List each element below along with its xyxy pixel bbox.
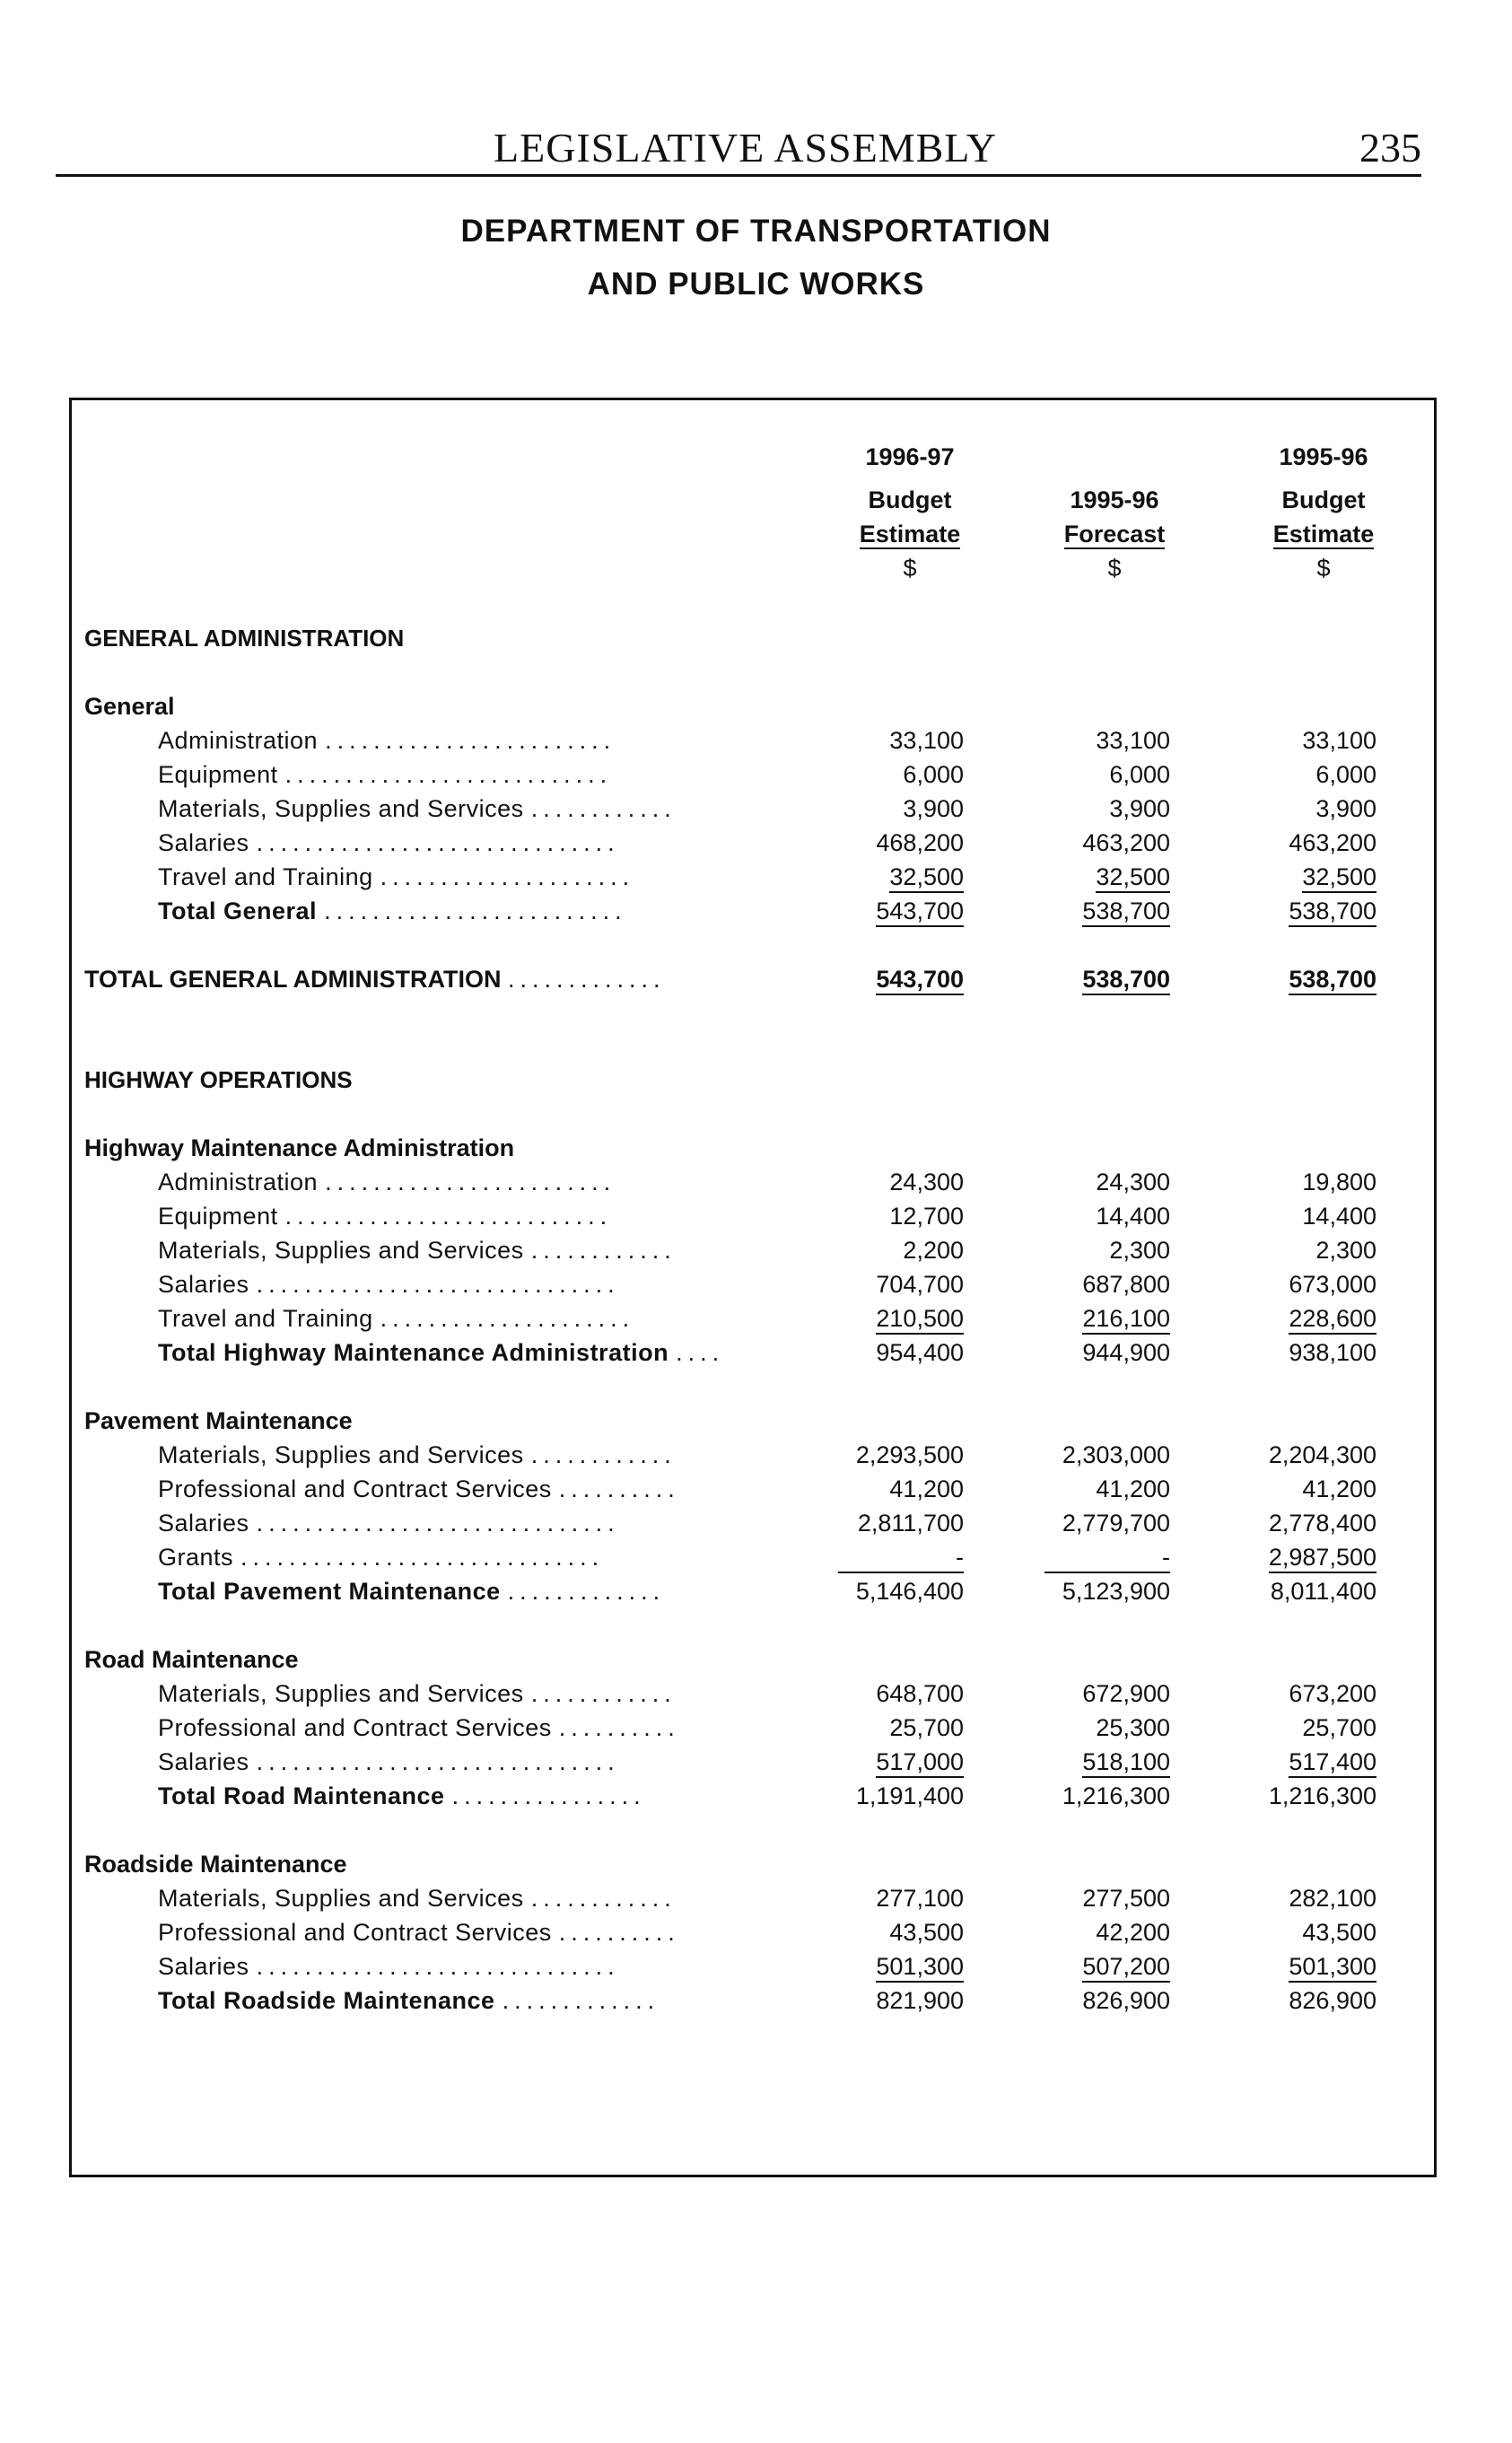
group-pavement-maintenance bbox=[84, 1407, 1394, 1441]
cell-c3: 538,700 bbox=[1197, 966, 1377, 994]
cell-c1: 24,300 bbox=[889, 1169, 964, 1195]
cell-c1: 2,293,500 bbox=[855, 1441, 964, 1468]
cell-c2: 3,900 bbox=[1109, 795, 1170, 822]
cell-c2: 1,216,300 bbox=[1062, 1782, 1170, 1809]
table-row bbox=[84, 727, 1394, 761]
cell-c3: 2,300 bbox=[1315, 1237, 1377, 1264]
page-number: 235 bbox=[1359, 125, 1421, 171]
cell-c3: 463,200 bbox=[1289, 829, 1377, 856]
col3-estimate-wrap bbox=[1252, 521, 1395, 548]
cell-c1: 501,300 bbox=[784, 1953, 964, 1981]
cell-c3: 6,000 bbox=[1315, 761, 1377, 788]
cell-c3: 3,900 bbox=[1315, 795, 1377, 822]
section-general-administration: GENERAL ADMINISTRATION bbox=[84, 625, 405, 652]
cell-c1: 543,700 bbox=[784, 966, 964, 994]
cell-c1: 543,700 bbox=[784, 898, 964, 925]
row-label: Salaries .............................. bbox=[158, 1510, 620, 1537]
group-general bbox=[84, 693, 1394, 727]
cell-c1: 41,200 bbox=[889, 1475, 964, 1502]
cell-c3: 2,778,400 bbox=[1268, 1510, 1377, 1537]
cell-c3: 8,011,400 bbox=[1270, 1578, 1377, 1605]
cell-c3: 2,987,500 bbox=[1197, 1544, 1377, 1572]
cell-c2: 41,200 bbox=[1096, 1475, 1170, 1502]
cell-c3: 501,300 bbox=[1197, 1953, 1377, 1981]
row-label: Materials, Supplies and Services ............ bbox=[158, 1237, 677, 1264]
running-head-title: LEGISLATIVE ASSEMBLY bbox=[494, 125, 998, 171]
cell-c1: 33,100 bbox=[889, 727, 964, 754]
cell-c2: 277,500 bbox=[1082, 1885, 1170, 1912]
table-row-total bbox=[84, 898, 1394, 932]
cell-c3: 25,700 bbox=[1302, 1714, 1377, 1741]
row-label: Materials, Supplies and Services ............ bbox=[158, 1680, 677, 1707]
table-row bbox=[84, 761, 1394, 795]
table-row bbox=[84, 1714, 1394, 1748]
table-row bbox=[84, 1475, 1394, 1510]
cell-c2: 14,400 bbox=[1096, 1203, 1170, 1230]
row-label: Total Highway Maintenance Administration .... bbox=[158, 1339, 725, 1366]
col1-estimate-wrap bbox=[838, 521, 982, 548]
cell-c1: - bbox=[784, 1544, 964, 1573]
row-label: Total General ......................... bbox=[158, 898, 627, 924]
cell-c1: 6,000 bbox=[903, 761, 964, 788]
row-label: Equipment ........................... bbox=[158, 761, 613, 788]
department-title-line-1: DEPARTMENT OF TRANSPORTATION bbox=[460, 214, 1052, 249]
cell-c3: 938,100 bbox=[1289, 1339, 1377, 1366]
row-label: Materials, Supplies and Services ............ bbox=[158, 1441, 677, 1468]
table-row bbox=[84, 1919, 1394, 1953]
running-head bbox=[56, 124, 1421, 177]
row-label: Administration ........................ bbox=[158, 727, 616, 754]
row-label: Travel and Training ..................... bbox=[158, 1305, 635, 1332]
cell-c3: 517,400 bbox=[1197, 1748, 1377, 1776]
row-label: Materials, Supplies and Services ............ bbox=[158, 795, 677, 822]
cell-c3: 43,500 bbox=[1302, 1919, 1377, 1946]
table-row bbox=[84, 795, 1394, 829]
cell-c2: 5,123,900 bbox=[1062, 1578, 1170, 1605]
cell-c1: 32,500 bbox=[784, 863, 964, 891]
row-label: Travel and Training ..................... bbox=[158, 863, 635, 890]
col2-forecast-wrap bbox=[1043, 521, 1186, 548]
cell-c3: 538,700 bbox=[1197, 898, 1377, 925]
cell-c1: 704,700 bbox=[876, 1271, 964, 1298]
cell-c1: 2,200 bbox=[903, 1237, 964, 1264]
cell-c1: 43,500 bbox=[889, 1919, 964, 1946]
cell-c3: 19,800 bbox=[1302, 1169, 1377, 1195]
row-label: Total Road Maintenance ................ bbox=[158, 1782, 646, 1809]
table-row bbox=[84, 1510, 1394, 1544]
col1-unit: $ bbox=[903, 555, 917, 582]
col2-forecast: Forecast bbox=[1063, 521, 1166, 547]
cell-c1: 821,900 bbox=[876, 1987, 964, 2014]
table-row bbox=[84, 1680, 1394, 1714]
row-label: Salaries .............................. bbox=[158, 1748, 620, 1775]
group-label: Road Maintenance bbox=[84, 1646, 299, 1673]
col3-estimate: Estimate bbox=[1272, 521, 1375, 547]
row-label: Materials, Supplies and Services ............ bbox=[158, 1885, 677, 1912]
cell-c1: 2,811,700 bbox=[857, 1510, 964, 1537]
row-label: Total Pavement Maintenance ............. bbox=[158, 1578, 666, 1605]
col3-unit: $ bbox=[1316, 555, 1331, 582]
table-row-total bbox=[84, 1339, 1394, 1373]
cell-c2: 538,700 bbox=[991, 898, 1170, 925]
cell-c1: 468,200 bbox=[876, 829, 964, 856]
cell-c1: 12,700 bbox=[889, 1203, 964, 1230]
cell-c2: 507,200 bbox=[991, 1953, 1170, 1981]
col1-budget: Budget bbox=[868, 486, 952, 513]
cell-c1: 954,400 bbox=[876, 1339, 964, 1366]
cell-c1: 517,000 bbox=[784, 1748, 964, 1776]
table-row bbox=[84, 863, 1394, 898]
col3-year: 1995-96 bbox=[1279, 443, 1368, 470]
group-label: Pavement Maintenance bbox=[84, 1407, 353, 1434]
table-row-total bbox=[84, 1987, 1394, 2021]
cell-c2: 42,200 bbox=[1096, 1919, 1170, 1946]
cell-c3: 282,100 bbox=[1289, 1885, 1377, 1912]
row-label: Administration ........................ bbox=[158, 1169, 616, 1195]
cell-c1: 277,100 bbox=[876, 1885, 964, 1912]
cell-c1: 210,500 bbox=[784, 1305, 964, 1333]
col2-unit: $ bbox=[1107, 555, 1122, 582]
group-label: Highway Maintenance Administration bbox=[84, 1134, 515, 1161]
table-row bbox=[84, 1271, 1394, 1305]
table-row bbox=[84, 1748, 1394, 1782]
group-road-maintenance bbox=[84, 1646, 1394, 1680]
group-highway-maintenance-administration bbox=[84, 1134, 1394, 1169]
cell-c3: 826,900 bbox=[1289, 1987, 1377, 2014]
cell-c2: 672,900 bbox=[1082, 1680, 1170, 1707]
table-row bbox=[84, 1305, 1394, 1339]
table-row bbox=[84, 1953, 1394, 1987]
cell-c2: 463,200 bbox=[1082, 829, 1170, 856]
table-row bbox=[84, 1203, 1394, 1237]
table-row bbox=[84, 1885, 1394, 1919]
col3-budget: Budget bbox=[1281, 486, 1366, 513]
cell-c2: 687,800 bbox=[1082, 1271, 1170, 1298]
cell-c2: 32,500 bbox=[991, 863, 1170, 891]
row-label: Salaries .............................. bbox=[158, 1271, 620, 1298]
department-title-line-2: AND PUBLIC WORKS bbox=[587, 267, 925, 302]
row-label: Grants .............................. bbox=[158, 1544, 605, 1571]
col1-year: 1996-97 bbox=[865, 443, 955, 470]
cell-c3: 673,000 bbox=[1289, 1271, 1377, 1298]
table-row-grand-total bbox=[84, 966, 1394, 1000]
table-row bbox=[84, 1544, 1394, 1578]
cell-c1: 25,700 bbox=[889, 1714, 964, 1741]
cell-c3: 673,200 bbox=[1289, 1680, 1377, 1707]
group-label: Roadside Maintenance bbox=[84, 1851, 347, 1878]
cell-c1: 3,900 bbox=[903, 795, 964, 822]
cell-c3: 41,200 bbox=[1302, 1475, 1377, 1502]
table-row bbox=[84, 1441, 1394, 1475]
row-label: Professional and Contract Services .......... bbox=[158, 1919, 680, 1946]
cell-c3: 1,216,300 bbox=[1268, 1782, 1377, 1809]
table-row bbox=[84, 1169, 1394, 1203]
cell-c1: 1,191,400 bbox=[855, 1782, 964, 1809]
cell-c3: 14,400 bbox=[1302, 1203, 1377, 1230]
cell-c1: 648,700 bbox=[876, 1680, 964, 1707]
table-row bbox=[84, 829, 1394, 863]
cell-c2: 2,303,000 bbox=[1062, 1441, 1170, 1468]
cell-c2: 538,700 bbox=[991, 966, 1170, 994]
cell-c2: 33,100 bbox=[1096, 727, 1170, 754]
cell-c2: 2,300 bbox=[1109, 1237, 1170, 1264]
cell-c2: 216,100 bbox=[991, 1305, 1170, 1333]
cell-c2: 25,300 bbox=[1096, 1714, 1170, 1741]
cell-c3: 33,100 bbox=[1302, 727, 1377, 754]
cell-c2: 826,900 bbox=[1082, 1987, 1170, 2014]
cell-c2: 518,100 bbox=[991, 1748, 1170, 1776]
cell-c2: - bbox=[991, 1544, 1170, 1573]
col1-estimate: Estimate bbox=[859, 521, 961, 547]
row-label: Professional and Contract Services .......... bbox=[158, 1714, 680, 1741]
row-label: TOTAL GENERAL ADMINISTRATION ............. bbox=[84, 966, 666, 993]
row-label: Salaries .............................. bbox=[158, 829, 620, 856]
cell-c3: 228,600 bbox=[1197, 1305, 1377, 1333]
col2-year: 1995-96 bbox=[1070, 486, 1159, 513]
cell-c3: 2,204,300 bbox=[1268, 1441, 1377, 1468]
cell-c2: 24,300 bbox=[1096, 1169, 1170, 1195]
table-row-total bbox=[84, 1782, 1394, 1817]
cell-c2: 6,000 bbox=[1109, 761, 1170, 788]
section-highway-operations: HIGHWAY OPERATIONS bbox=[84, 1066, 353, 1093]
row-label: Equipment ........................... bbox=[158, 1203, 613, 1230]
row-label: Salaries .............................. bbox=[158, 1953, 620, 1980]
group-roadside-maintenance bbox=[84, 1851, 1394, 1885]
table-row-total bbox=[84, 1578, 1394, 1612]
row-label: Total Roadside Maintenance ............. bbox=[158, 1987, 660, 2014]
group-label: General bbox=[84, 693, 175, 720]
table-row bbox=[84, 1237, 1394, 1271]
cell-c1: 5,146,400 bbox=[855, 1578, 964, 1605]
cell-c2: 2,779,700 bbox=[1062, 1510, 1170, 1537]
cell-c2: 944,900 bbox=[1082, 1339, 1170, 1366]
cell-c3: 32,500 bbox=[1197, 863, 1377, 891]
row-label: Professional and Contract Services .......... bbox=[158, 1475, 680, 1502]
